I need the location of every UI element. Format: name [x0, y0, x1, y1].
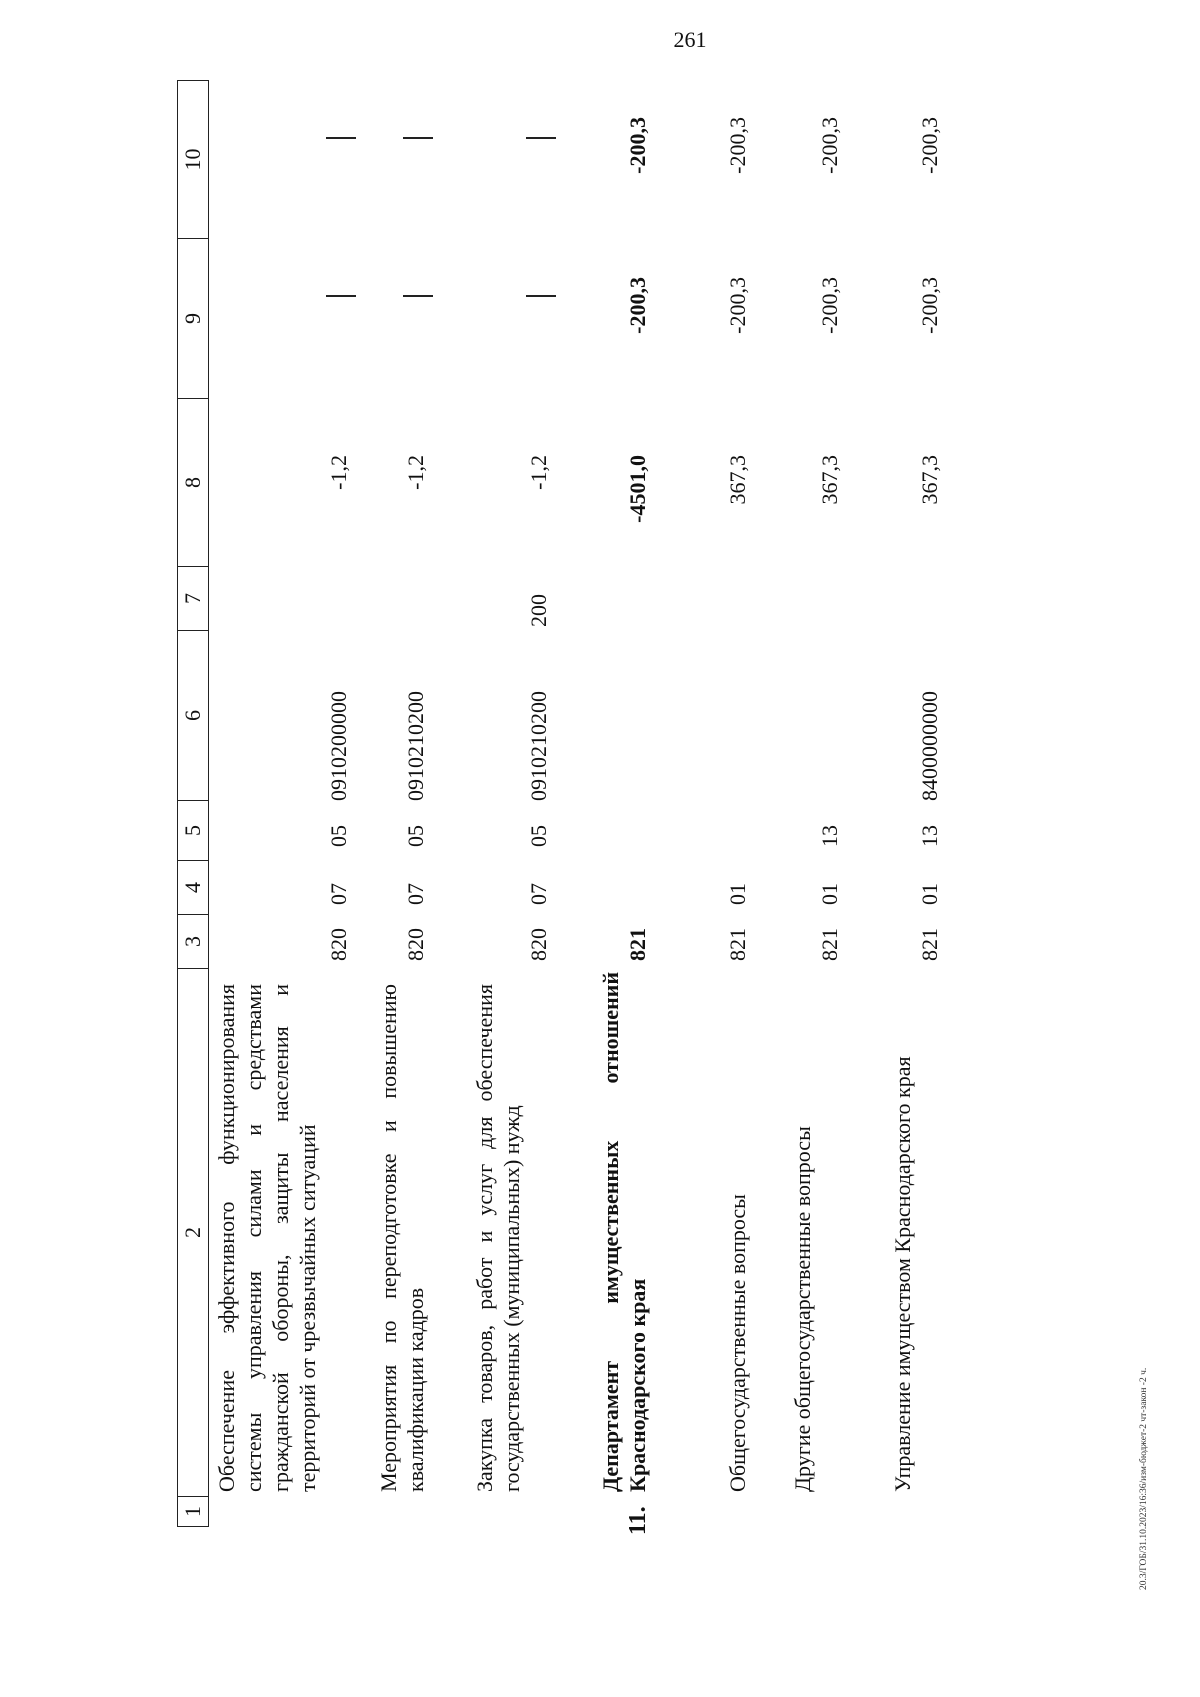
row-code-section: 01 [725, 883, 750, 905]
row-value-col8: 367,3 [725, 455, 750, 505]
row-name: Общегосударственные вопросы [725, 1194, 750, 1492]
row-code-section: 01 [817, 883, 842, 905]
column-header-7: 7 [178, 567, 208, 631]
row-name: Мероприятия по переподготовке и повышению квалификации кадров [376, 984, 428, 1492]
row-value-col10-dash [525, 137, 556, 139]
column-header-3: 3 [178, 915, 208, 969]
row-value-col10: -200,3 [917, 117, 942, 174]
row-code-subsection: 05 [326, 825, 351, 847]
row-code-subsection: 05 [403, 825, 428, 847]
column-header-4: 4 [178, 861, 208, 915]
column-header-1: 1 [178, 1497, 208, 1527]
table-row [597, 80, 677, 1535]
row-value-col8: -1,2 [526, 455, 551, 490]
row-name: Закупка товаров, работ и услуг для обеспечения государственных (муниципальных) нужд [472, 984, 524, 1492]
column-header-5: 5 [178, 801, 208, 861]
row-code-subsection: 05 [526, 825, 551, 847]
column-header-10: 10 [178, 80, 208, 239]
row-value-col10: -200,3 [725, 117, 750, 174]
row-value-col8: 367,3 [817, 455, 842, 505]
row-code-section: 07 [403, 883, 428, 905]
row-name: Управление имуществом Краснодарского края [890, 1056, 915, 1492]
row-value-col9-dash [525, 295, 556, 297]
row-code-target: 8400000000 [917, 691, 942, 801]
row-code-target: 0910200000 [326, 691, 351, 801]
row-code-target: 0910210200 [403, 691, 428, 801]
row-value-col9: -200,3 [917, 277, 942, 334]
row-name: Другие общегосударственные вопросы [790, 1126, 815, 1492]
column-header-2: 2 [178, 969, 208, 1497]
table-row [789, 80, 859, 1527]
row-value-col8: 367,3 [917, 455, 942, 505]
row-number: 11. [625, 1506, 651, 1535]
row-code-section: 07 [526, 883, 551, 905]
row-code-target: 0910210200 [526, 691, 551, 801]
row-code-subsection: 13 [817, 825, 842, 847]
page-number: 261 [673, 27, 707, 52]
footer-document-code: 20.3/ГОБ/31.10.2023/16:36/изм-бюджет-2 чт-закон -2 ч. [1139, 1367, 1149, 1590]
row-value-col8: -1,2 [326, 455, 351, 490]
row-value-col8: -4501,0 [625, 455, 650, 523]
table-header-row [177, 80, 209, 1527]
row-value-col10-dash [325, 137, 356, 139]
row-value-col8: -1,2 [403, 455, 428, 490]
row-value-col9: -200,3 [625, 277, 650, 334]
row-value-col10: -200,3 [817, 117, 842, 174]
column-header-6: 6 [178, 631, 208, 801]
row-value-col9: -200,3 [725, 277, 750, 334]
row-value-col10: -200,3 [625, 117, 650, 174]
row-value-col9-dash [402, 295, 433, 297]
row-code-ministry: 820 [526, 928, 551, 961]
row-code-ministry: 821 [817, 928, 842, 961]
row-value-col9: -200,3 [817, 277, 842, 334]
row-code-expense-type: 200 [526, 594, 551, 627]
table-row [697, 80, 757, 1527]
row-code-section: 01 [917, 883, 942, 905]
column-header-8: 8 [178, 399, 208, 567]
row-name: Департамент имущественных отношений Краснодарского края [598, 972, 650, 1492]
budget-table [177, 80, 1077, 1535]
row-code-section: 07 [326, 883, 351, 905]
column-header-9: 9 [178, 239, 208, 399]
row-value-col10-dash [402, 137, 433, 139]
row-code-ministry: 821 [725, 928, 750, 961]
table-row [471, 80, 571, 1527]
row-code-ministry: 821 [625, 928, 650, 961]
row-code-ministry: 820 [326, 928, 351, 961]
row-code-ministry: 821 [917, 928, 942, 961]
table-row [375, 80, 445, 1527]
table-row [889, 80, 959, 1527]
table-row [213, 80, 353, 1527]
row-name: Обеспечение эффективного функционирования системы управления силами и средствами гражданской обороны, защиты населения и территорий от чрезвычайных ситуаций [214, 984, 320, 1492]
row-code-ministry: 820 [403, 928, 428, 961]
row-value-col9-dash [325, 295, 356, 297]
row-code-subsection: 13 [917, 825, 942, 847]
